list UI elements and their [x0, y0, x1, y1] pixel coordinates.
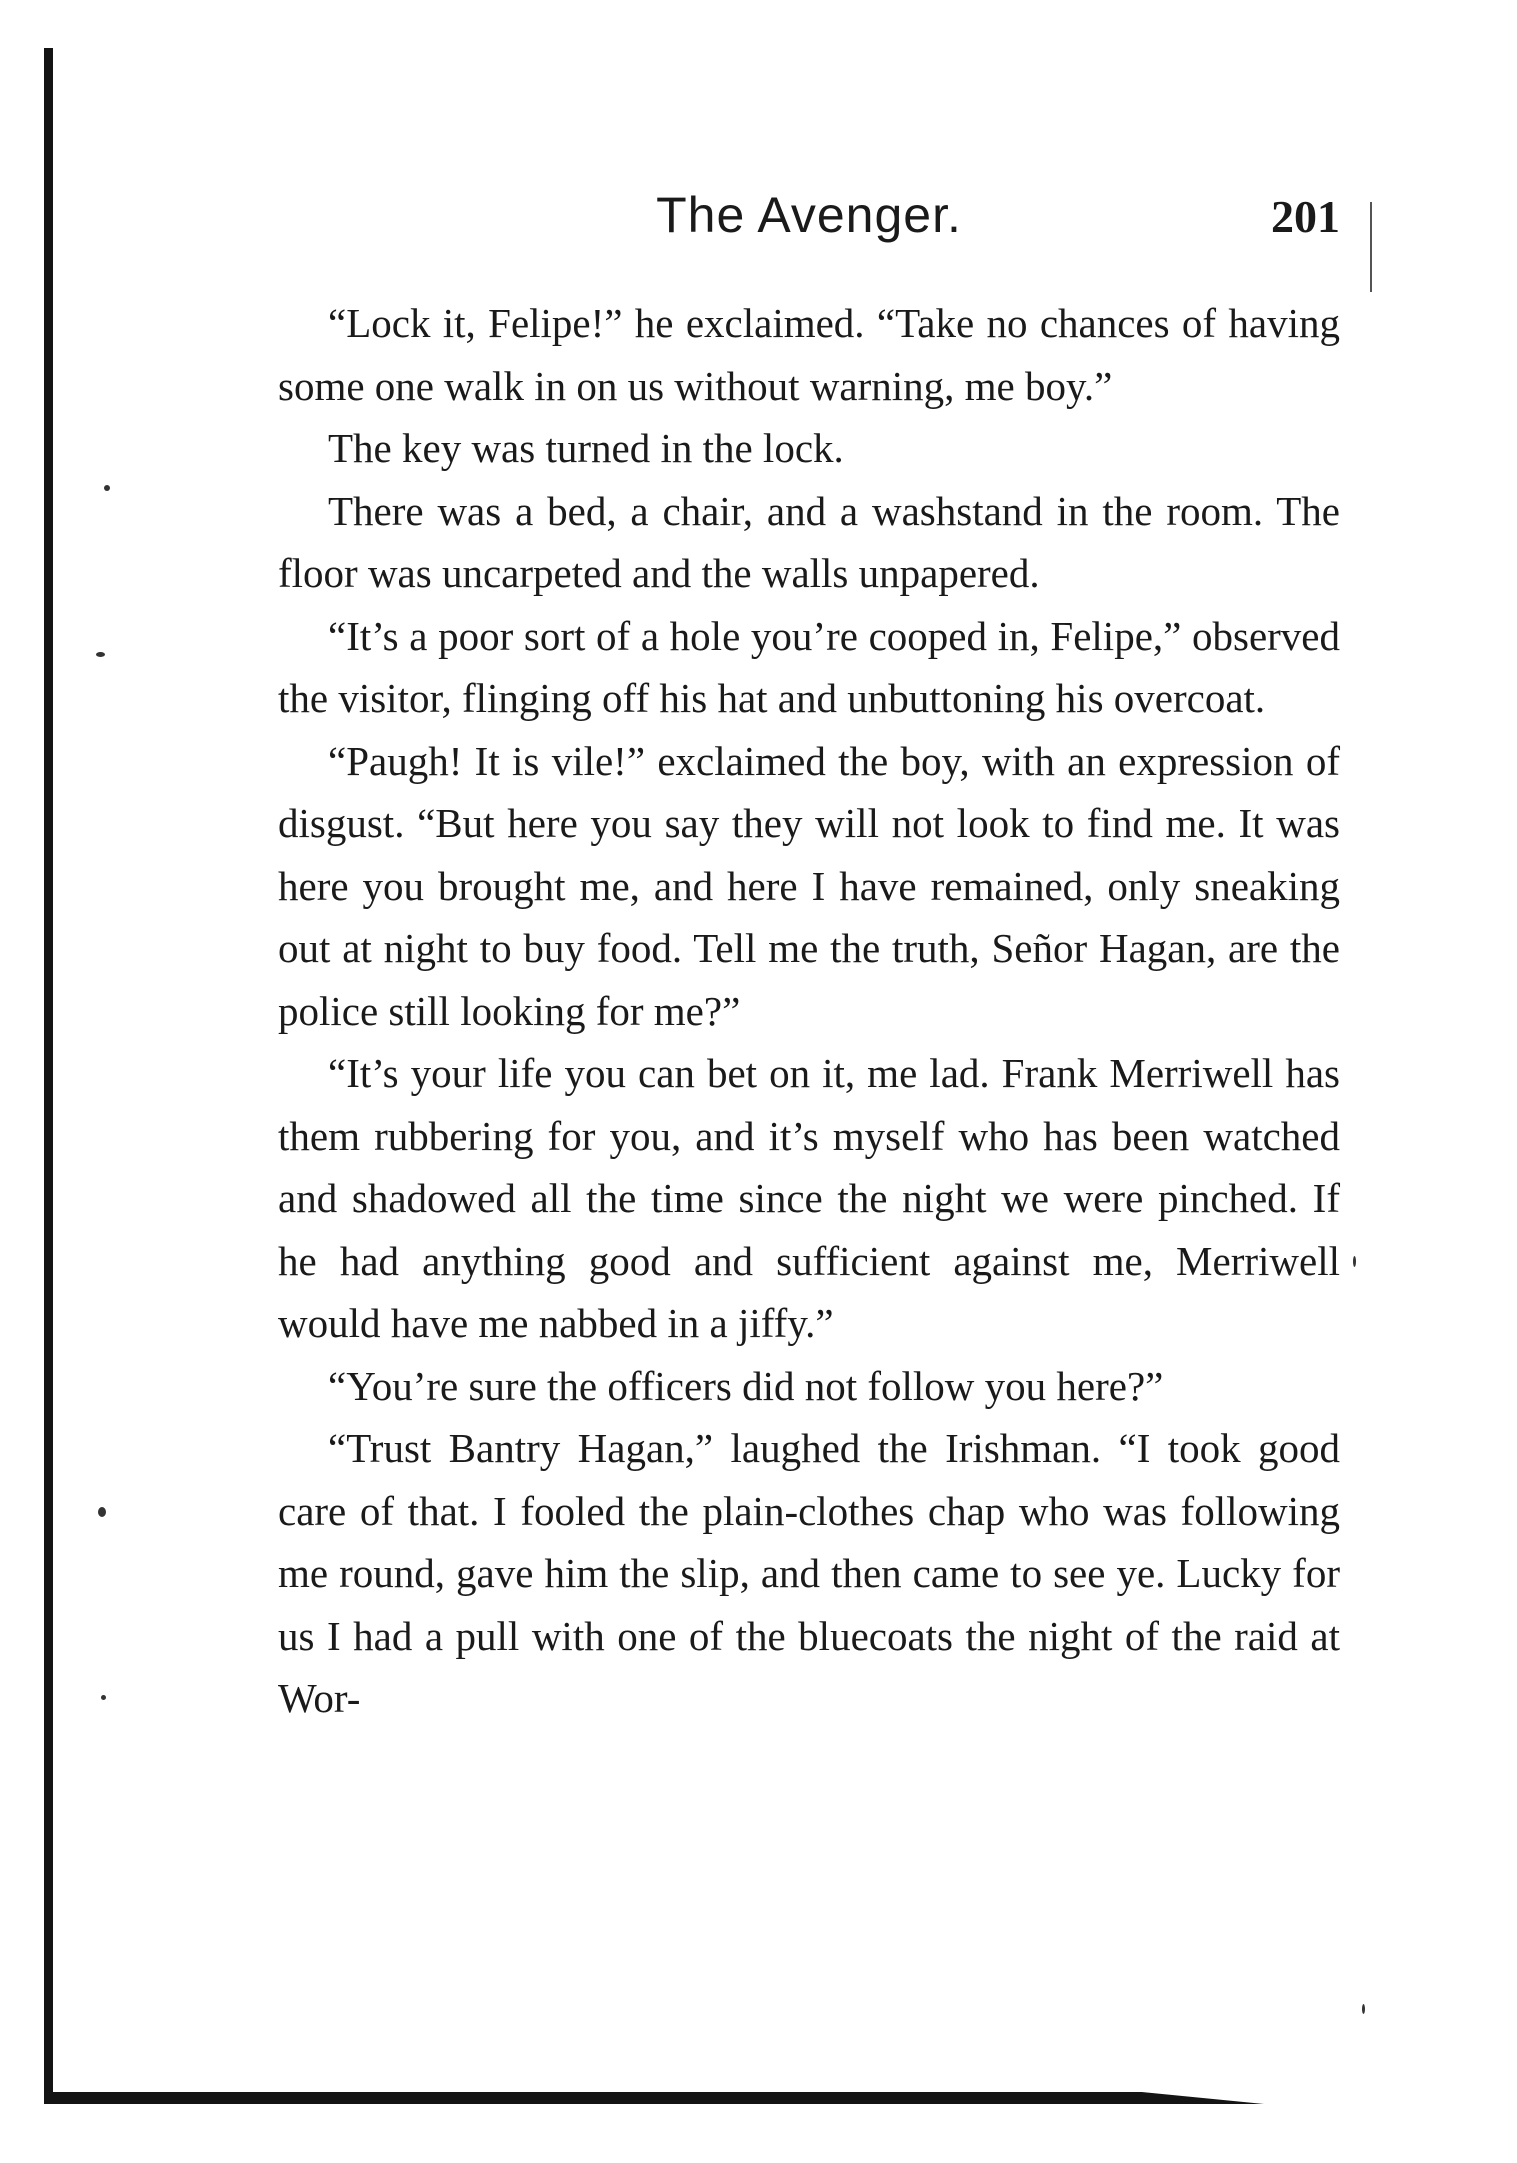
paragraph: “It’s your life you can bet on it, me lad. Frank Merriwell has them rubbering for you, and it’s myself who has been watched and shadowed all the time since the night we were pinched. If he had anything good and sufficient against me, Merriwell would have me nabbed in a jiffy.”: [278, 1050, 1340, 1346]
page-edge-left: [44, 48, 53, 2103]
paragraph: “Paugh! It is vile!” exclaimed the boy, with an expression of disgust. “But here you say they will not look to find me. It was here you brought me, and here I have remained, only sneaking out at night to buy food. Tell me the truth, Señor Hagan, are the police still looking for me?”: [278, 737, 1340, 1034]
paragraph: “Trust Bantry Hagan,” laughed the Irishman. “I took good care of that. I fooled the plain-clothes chap who was following me round, gave him the slip, and then came to see ye. Lucky for us I had a pull with one of the bluecoats the night of the raid at Wor-: [278, 1425, 1340, 1721]
paragraph: “It’s a poor sort of a hole you’re cooped in, Felipe,” observed the visitor, flinging off his hat and unbuttoning his overcoat.: [278, 612, 1340, 721]
scan-speck: [1353, 1256, 1356, 1267]
paragraph: “You’re sure the officers did not follow you here?”: [328, 1362, 1164, 1409]
paragraph: The key was turned in the lock.: [328, 425, 844, 471]
paragraph: There was a bed, a chair, and a washstand in the room. The floor was uncarpeted and the walls unpapered.: [278, 487, 1340, 596]
page-edge-bottom: [44, 2092, 1264, 2104]
running-head: [278, 186, 1340, 256]
scan-speck: [96, 652, 105, 657]
paragraph: “Lock it, Felipe!” he exclaimed. “Take no chances of having some one walk in on us without warning, me boy.”: [278, 300, 1340, 409]
margin-mark: [1370, 202, 1372, 292]
page-number: 201: [1271, 191, 1340, 242]
body-text: [278, 292, 1340, 1730]
scan-speck: [101, 1695, 106, 1700]
scan-speck: [98, 1507, 106, 1517]
scan-speck: [104, 485, 110, 491]
scan-speck: [1362, 2004, 1365, 2014]
page-title: The Avenger.: [656, 187, 962, 243]
